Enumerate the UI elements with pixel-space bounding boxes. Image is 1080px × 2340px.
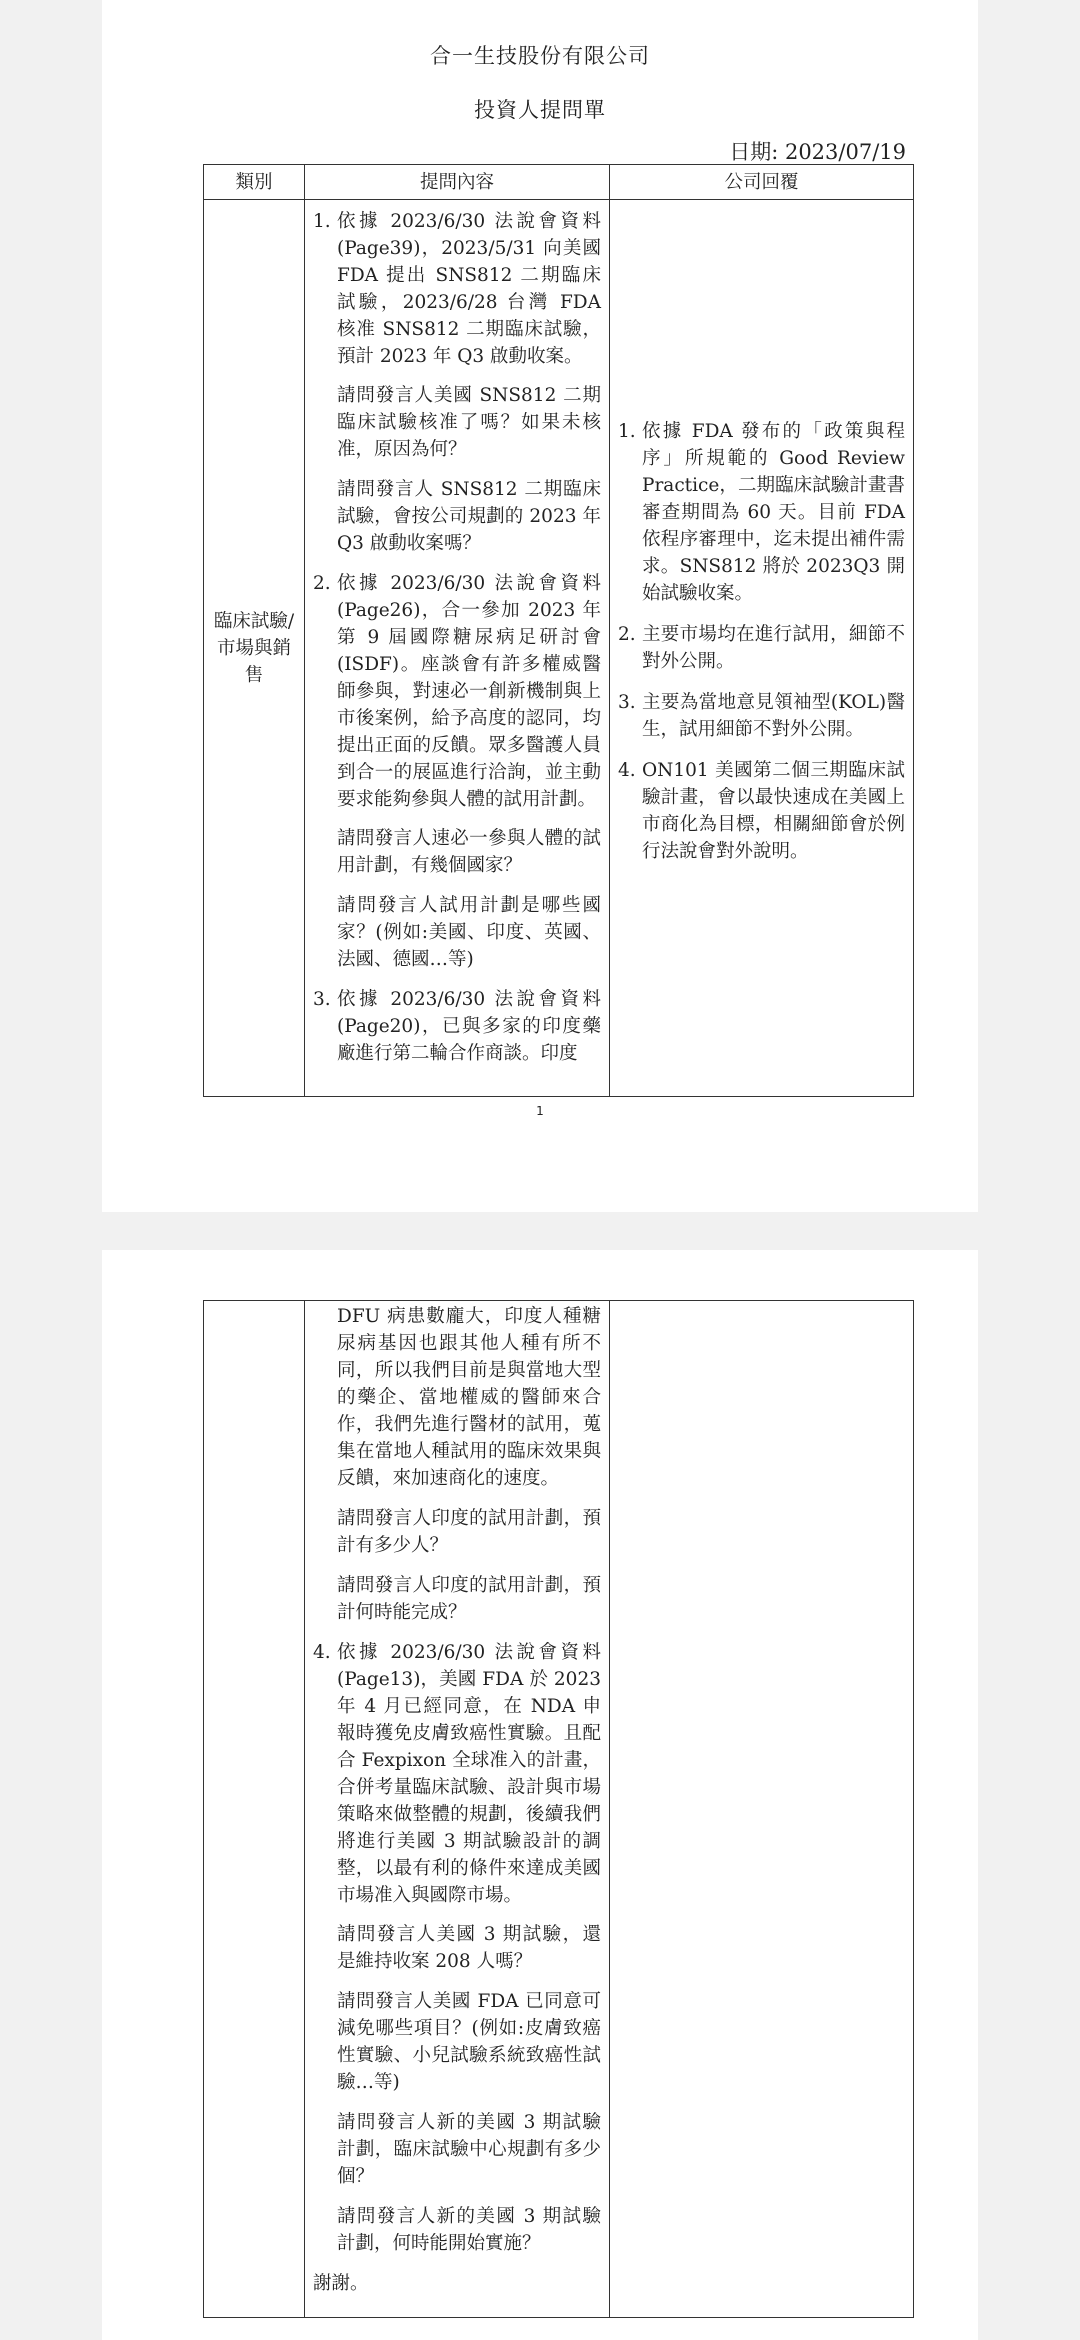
- header-question: 提問內容: [305, 165, 610, 200]
- form-date: 日期: 2023/07/19: [729, 140, 906, 164]
- sub-question: 請問發言人美國 3 期試驗，還是維持收案 208 人嗎？: [337, 1924, 601, 1972]
- reply-item-3: 3. 主要為當地意見領袖型(KOL)醫生，試用細節不對外公開。: [618, 691, 905, 740]
- page-number: 1: [536, 1104, 544, 1118]
- sub-question: 請問發言人美國 FDA 已同意可減免哪些項目？(例如:皮膚致癌性實驗、小兒試驗系統致癌性試驗…等): [337, 1991, 601, 2093]
- question-item-1: 1. 依據 2023/6/30 法說會資料(Page39)，2023/5/31 向美國 FDA 提出 SNS812 二期臨床試驗，2023/6/28 台灣 FDA 核准 SNS812 二期臨床試驗，預計 2023 年 Q3 啟動收案。: [313, 211, 601, 367]
- document-page-1: [102, 0, 978, 1212]
- question-item-4: 4. 依據 2023/6/30 法說會資料(Page13)，美國 FDA 於 2023 年 4 月已經同意，在 NDA 申報時獲免皮膚致癌性實驗。且配合 Fexpixon 全球准入的計畫，合併考量臨床試驗、設計與市場策略來做整體的規劃，後續我們將進行美國 3 期試驗設計的調整，以最有利的條件來達成美國市場准入與國際市場。: [313, 1642, 601, 1906]
- table-row: [204, 200, 914, 1097]
- question-item-2: 2. 依據 2023/6/30 法說會資料(Page26)，合一參加 2023 年第 9 屆國際糖尿病足研討會(ISDF)。座談會有許多權威醫師參與，對速必一創新機制與上市後案例，給予高度的認同，均提出正面的反饋。眾多醫護人員到合一的展區進行洽詢，並主動要求能夠參與人體的試用計劃。: [313, 573, 601, 810]
- reply-item-1: 1. 依據 FDA 發布的「政策與程序」所規範的 Good Review Practice，二期臨床試驗計畫書審查期間為 60 天。目前 FDA 依程序審理中，迄未提出補件需求。SNS812 將於 2023Q3 開始試驗收案。: [618, 420, 905, 604]
- question-item-3: 3. 依據 2023/6/30 法說會資料(Page20)，已與多家的印度藥廠進行第二輪合作商談。印度: [313, 989, 601, 1064]
- sub-question: 請問發言人印度的試用計劃，預計何時能完成？: [337, 1575, 601, 1623]
- sub-question: 請問發言人試用計劃是哪些國家？(例如:美國、印度、英國、法國、德國…等): [337, 895, 601, 970]
- header-reply: 公司回覆: [610, 165, 914, 200]
- form-title: 投資人提問單: [474, 98, 606, 122]
- investor-question-table-continued: [203, 1300, 914, 2318]
- sub-question: 請問發言人美國 SNS812 二期臨床試驗核准了嗎？如果未核准，原因為何？: [337, 385, 601, 460]
- header-category: 類別: [204, 165, 305, 200]
- reply-cell: [610, 200, 914, 1097]
- investor-question-table: [203, 164, 914, 1097]
- document-page-2: [102, 1250, 978, 2340]
- company-name: 合一生技股份有限公司: [430, 44, 650, 68]
- reply-cell-empty: [610, 1301, 914, 2318]
- sub-question: 請問發言人新的美國 3 期試驗計劃，何時能開始實施？: [337, 2206, 601, 2254]
- question-cell: [305, 1301, 610, 2318]
- sub-question: 請問發言人印度的試用計劃，預計有多少人？: [337, 1508, 601, 1556]
- sub-question: 請問發言人 SNS812 二期臨床試驗，會按公司規劃的 2023 年 Q3 啟動收案嗎？: [337, 479, 601, 554]
- category-cell: 臨床試驗/市場與銷售: [204, 200, 305, 1097]
- sub-question: 請問發言人速必一參與人體的試用計劃，有幾個國家？: [337, 828, 601, 876]
- closing-thanks: 謝謝。: [313, 2273, 369, 2294]
- sub-question: 請問發言人新的美國 3 期試驗計劃，臨床試驗中心規劃有多少個？: [337, 2112, 601, 2187]
- table-row: [204, 1301, 914, 2318]
- reply-item-4: 4. ON101 美國第二個三期臨床試驗計畫，會以最快速成在美國上市商化為目標，相關細節會於例行法說會對外說明。: [618, 759, 905, 862]
- question-3-continued: DFU 病患數龐大，印度人種糖尿病基因也跟其他人種有所不同，所以我們目前是與當地大型的藥企、當地權威的醫師來合作，我們先進行醫材的試用，蒐集在當地人種試用的臨床效果與反饋，來加速商化的速度。: [337, 1306, 601, 1489]
- question-cell: [305, 200, 610, 1097]
- table-header-row: [204, 165, 914, 200]
- category-cell-empty: [204, 1301, 305, 2318]
- reply-item-2: 2. 主要市場均在進行試用，細節不對外公開。: [618, 623, 905, 672]
